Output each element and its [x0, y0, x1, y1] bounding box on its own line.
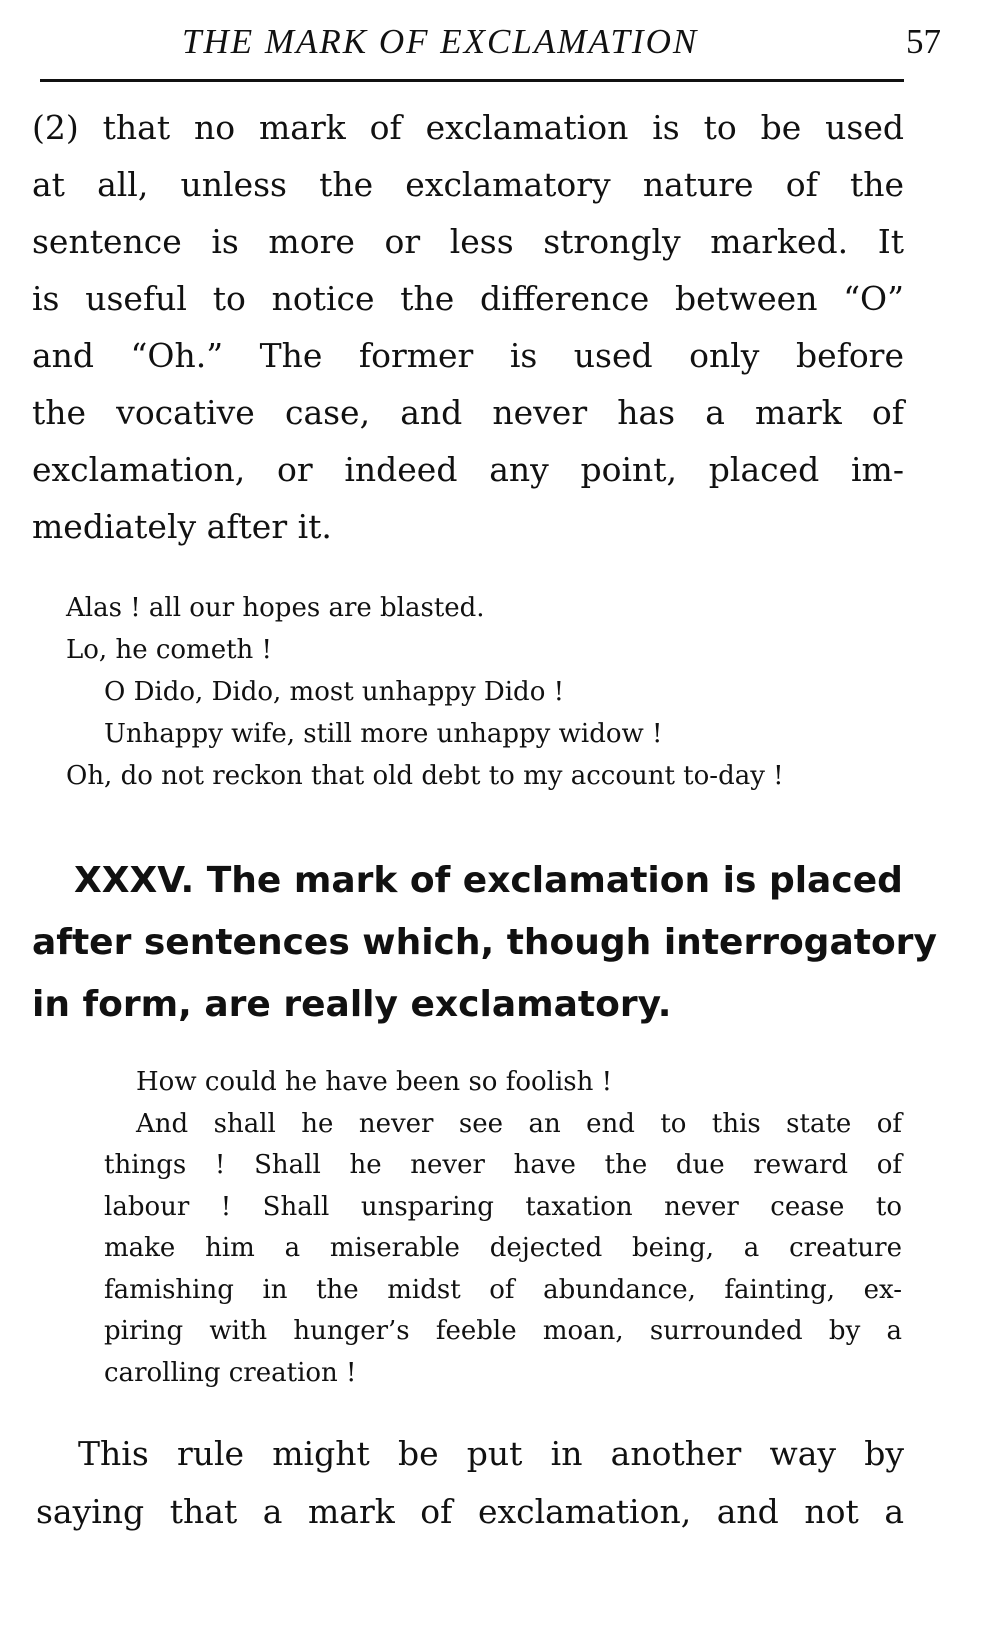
example-line: Alas ! all our hopes are blasted. [66, 593, 485, 623]
quotation-line: labour ! Shall unsparing taxation never cease to [104, 1191, 902, 1222]
rule-line: after sentences which, though interrogatory [32, 922, 937, 963]
text-line: This rule might be put in another way by [78, 1434, 904, 1473]
header-rule [40, 79, 904, 82]
quotation-line: And shall he never see an end to this state of [136, 1108, 902, 1139]
example-list [66, 587, 906, 797]
quotation-line: things ! Shall he never have the due reward of [104, 1150, 902, 1180]
example-line: Oh, do not reckon that old debt to my account to-day ! [66, 761, 784, 791]
quotation-line: make him a miserable dejected being, a creature [104, 1233, 902, 1263]
text-line: sentence is more or less strongly marked. It [32, 222, 904, 261]
text-line: the vocative case, and never has a mark of [32, 393, 904, 432]
quotation-line: piring with hunger’s feeble moan, surrounded by a [104, 1316, 902, 1346]
page-number: 57 [906, 22, 941, 61]
text-line: (2) that no mark of exclamation is to be used [32, 108, 904, 147]
quotation-line: carolling creation ! [104, 1357, 357, 1388]
rule-xxxv-heading [32, 850, 937, 1036]
text-line: exclamation, or indeed any point, placed im- [32, 450, 904, 489]
text-line: is useful to notice the difference between “O” [32, 279, 904, 318]
paragraph-rule-restated [36, 1425, 904, 1541]
quotation-block [104, 1062, 902, 1394]
running-title: THE MARK OF EXCLAMATION [182, 22, 699, 61]
example-line: Unhappy wife, still more unhappy widow ! [104, 719, 663, 749]
text-line: at all, unless the exclamatory nature of the [32, 165, 904, 204]
text-line: mediately after it. [32, 507, 332, 546]
text-line: saying that a mark of exclamation, and not a [36, 1492, 904, 1531]
quotation-line: How could he have been so foolish ! [136, 1067, 613, 1097]
running-head [40, 22, 945, 68]
rule-line: XXXV. The mark of exclamation is placed [74, 860, 903, 901]
text-line: and “Oh.” The former is used only before [32, 336, 904, 375]
example-line: O Dido, Dido, most unhappy Dido ! [104, 677, 565, 707]
paragraph-exclamation-usage [32, 99, 904, 555]
rule-line: in form, are really exclamatory. [32, 984, 672, 1025]
example-line: Lo, he cometh ! [66, 635, 273, 665]
quotation-line: famishing in the midst of abundance, fainting, ex- [104, 1274, 902, 1305]
